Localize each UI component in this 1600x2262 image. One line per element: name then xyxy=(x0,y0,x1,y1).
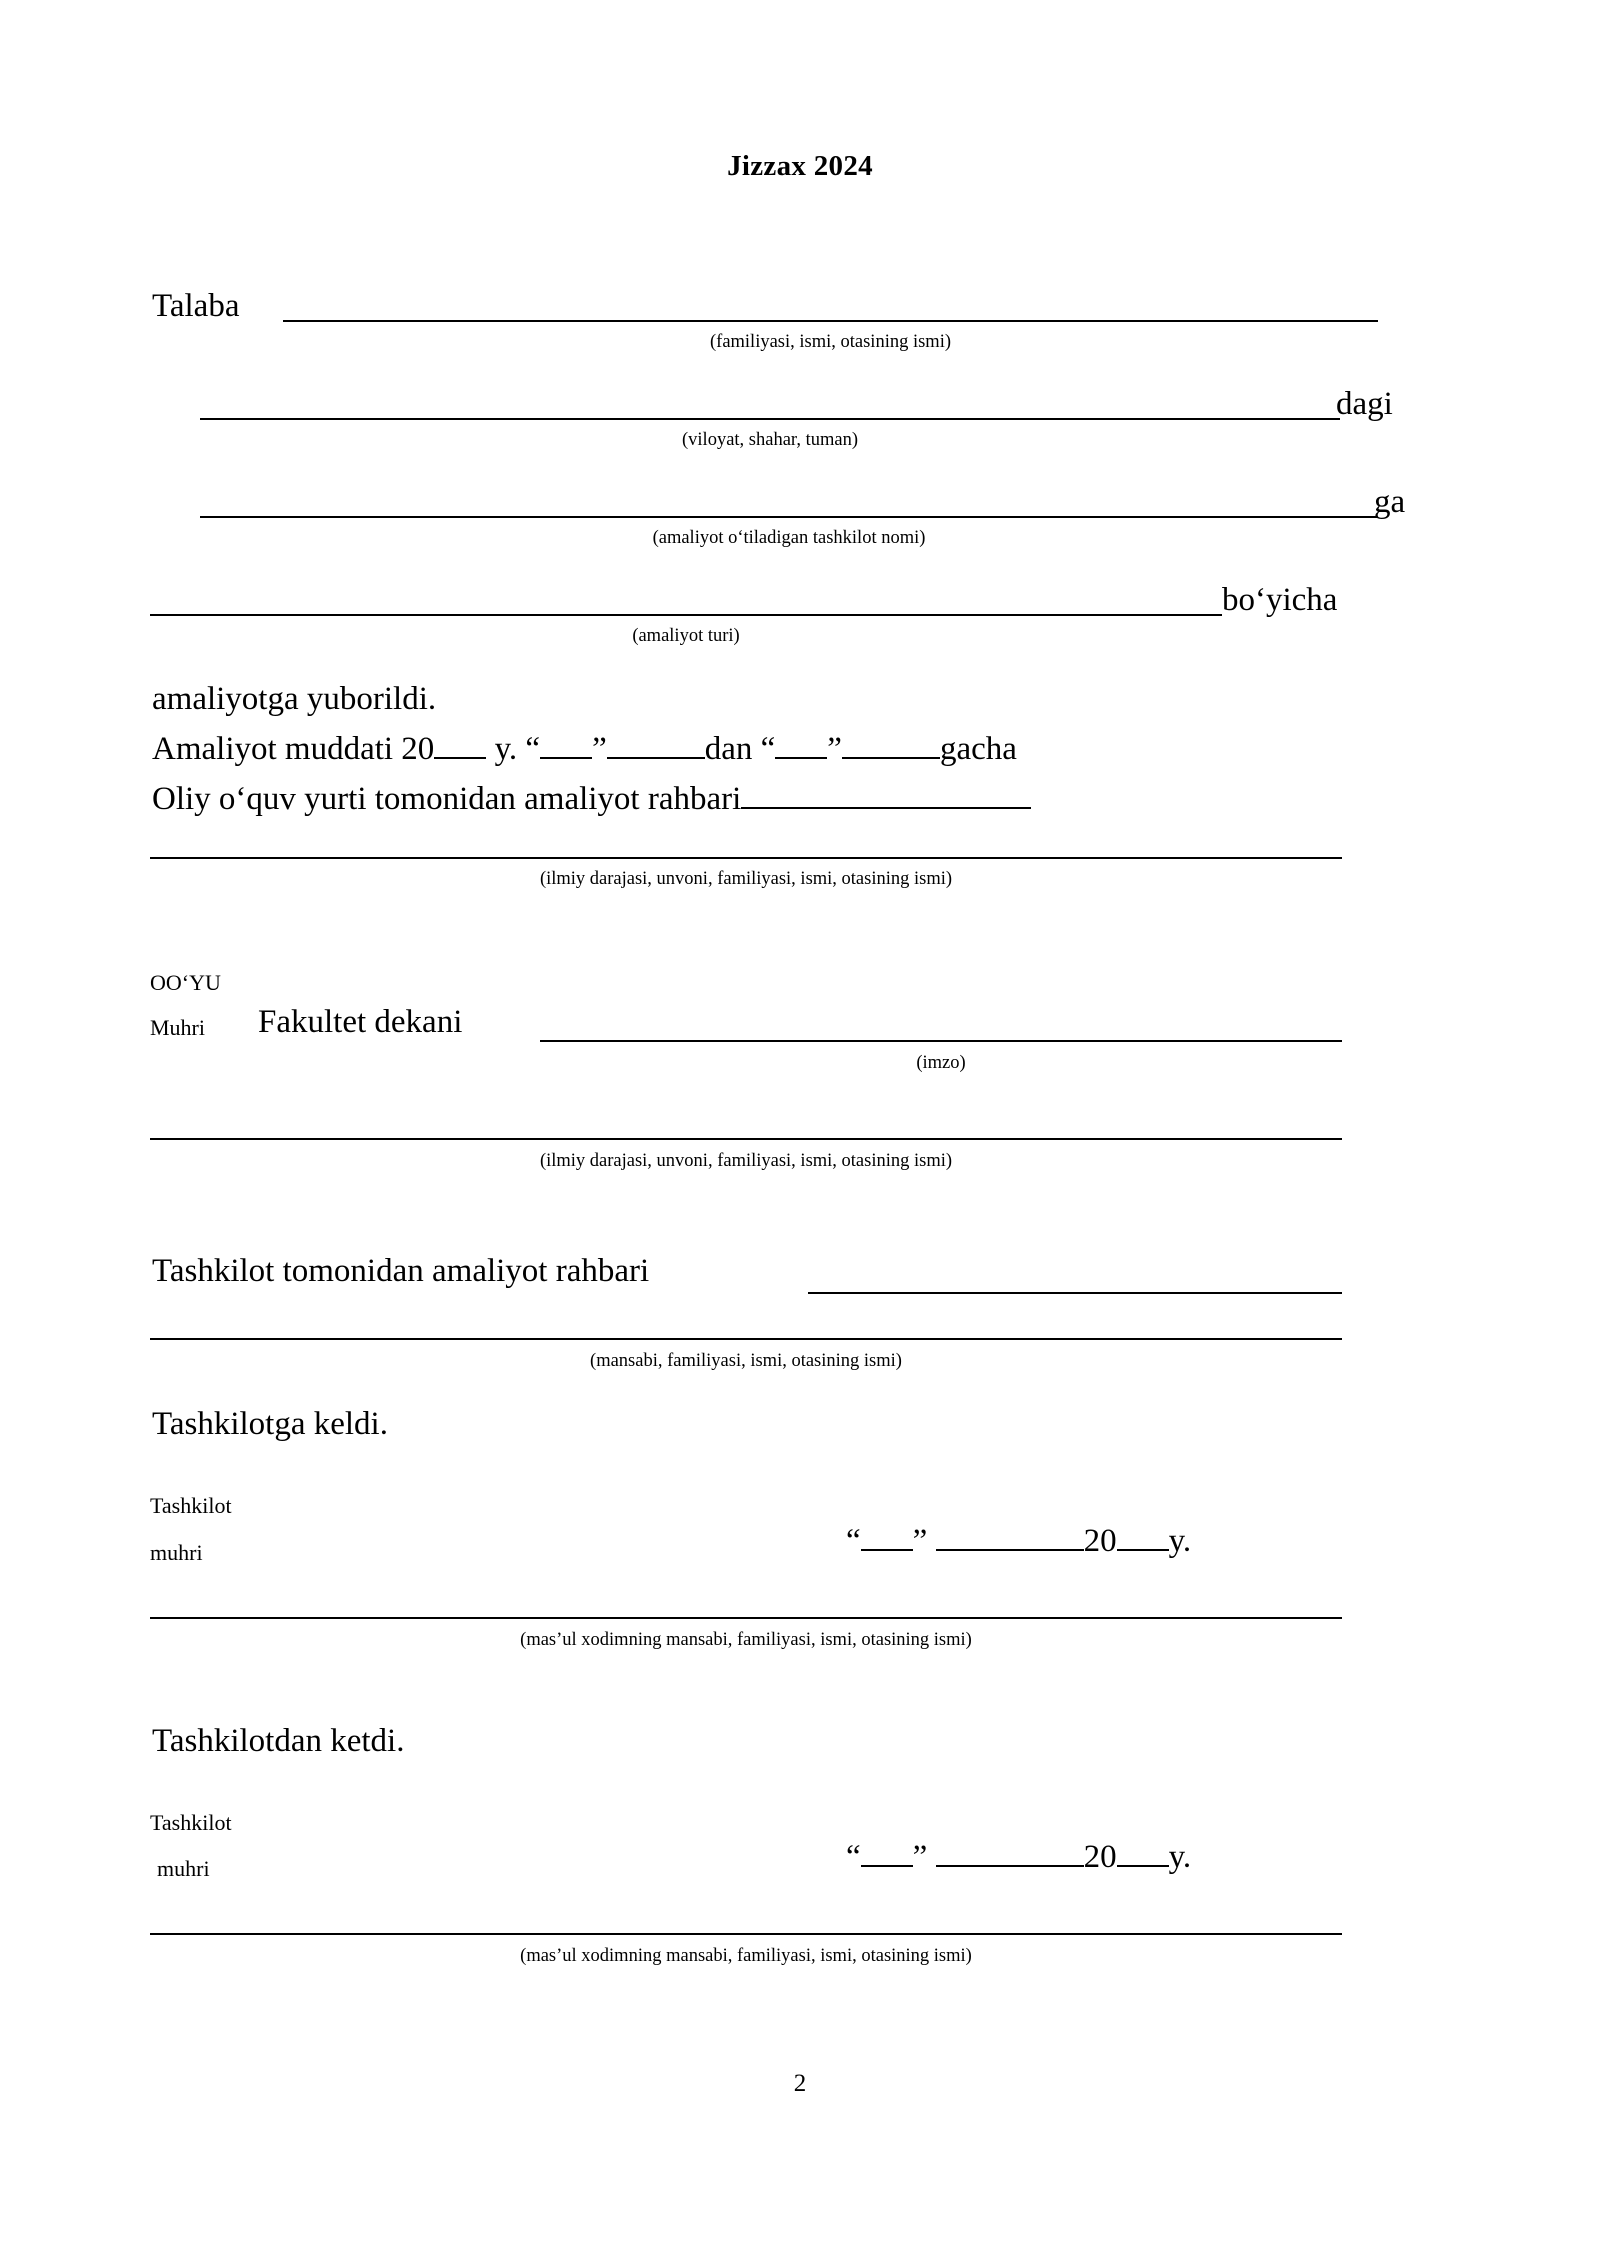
arrival-quote-open: “ xyxy=(846,1523,861,1559)
organization-fill-line[interactable] xyxy=(200,516,1378,518)
student-label: Talaba xyxy=(152,288,240,324)
practice-type-fill-line[interactable] xyxy=(150,614,1222,616)
departure-quote-close: ” xyxy=(912,1839,928,1875)
arrival-seal-line1: Tashkilot xyxy=(150,1493,232,1518)
org-supervisor-fill-line[interactable] xyxy=(808,1292,1342,1294)
practice-type-suffix: bo‘yicha xyxy=(1222,582,1338,618)
duration-from-quote-close: ” xyxy=(592,731,607,767)
arrival-date-line xyxy=(846,1525,1191,1558)
org-supervisor-caption: (mansabi, familiyasi, ismi, otasining ismi) xyxy=(590,1351,902,1371)
duration-year-blank[interactable] xyxy=(434,757,486,759)
student-fill-line[interactable] xyxy=(283,320,1378,322)
practice-duration-line xyxy=(152,733,1017,766)
arrival-year-prefix: 20 xyxy=(1083,1523,1117,1559)
duration-prefix: Amaliyot muddati 20 xyxy=(152,731,435,767)
dean-signature-caption: (imzo) xyxy=(916,1053,966,1073)
practice-type-caption: (amaliyot turi) xyxy=(632,626,740,646)
departure-heading: Tashkilotdan ketdi. xyxy=(152,1723,405,1759)
departure-day-blank[interactable] xyxy=(861,1865,913,1867)
page-number: 2 xyxy=(793,2070,807,2097)
organization-caption: (amaliyot o‘tiladigan tashkilot nomi) xyxy=(652,528,926,548)
student-caption: (familiyasi, ismi, otasining ismi) xyxy=(710,332,951,352)
duration-from-month-blank[interactable] xyxy=(607,757,705,759)
departure-year-prefix: 20 xyxy=(1083,1839,1117,1875)
dean-signature-line[interactable] xyxy=(540,1040,1342,1042)
arrival-day-blank[interactable] xyxy=(861,1549,913,1551)
departure-date-line xyxy=(846,1841,1191,1874)
university-supervisor-caption: (ilmiy darajasi, unvoni, familiyasi, ismi, otasining ismi) xyxy=(539,869,953,889)
dean-name-caption: (ilmiy darajasi, unvoni, familiyasi, ismi, otasining ismi) xyxy=(539,1151,953,1171)
university-supervisor-label: Oliy o‘quv yurti tomonidan amaliyot rahbari xyxy=(152,781,742,817)
duration-until-month-blank[interactable] xyxy=(842,757,940,759)
departure-caption: (mas’ul xodimning mansabi, familiyasi, ismi, otasining ismi) xyxy=(520,1946,972,1966)
page-title: Jizzax 2024 xyxy=(727,150,873,182)
arrival-heading: Tashkilotga keldi. xyxy=(152,1406,388,1442)
org-supervisor-name-line[interactable] xyxy=(150,1338,1342,1340)
sent-to-practice-text: amaliyotga yuborildi. xyxy=(152,681,437,717)
duration-year-mark: y. xyxy=(494,731,518,767)
departure-seal-line1: Tashkilot xyxy=(150,1810,232,1835)
university-seal-line2: Muhri xyxy=(150,1015,205,1040)
departure-year-suffix: y. xyxy=(1168,1839,1192,1875)
university-supervisor-blank[interactable] xyxy=(741,807,1031,809)
departure-quote-open: “ xyxy=(846,1839,861,1875)
arrival-seal-line2: muhri xyxy=(150,1540,203,1565)
arrival-month-blank[interactable] xyxy=(936,1549,1084,1551)
departure-officer-line[interactable] xyxy=(150,1933,1342,1935)
university-supervisor-line xyxy=(152,783,1031,816)
departure-month-blank[interactable] xyxy=(936,1865,1084,1867)
arrival-officer-line[interactable] xyxy=(150,1617,1342,1619)
region-fill-line[interactable] xyxy=(200,418,1340,420)
organization-suffix: ga xyxy=(1374,484,1406,520)
arrival-year-blank[interactable] xyxy=(1117,1549,1169,1551)
region-caption: (viloyat, shahar, tuman) xyxy=(682,430,858,450)
duration-until-day-blank[interactable] xyxy=(775,757,827,759)
dean-name-fill-line[interactable] xyxy=(150,1138,1342,1140)
duration-until-word: gacha xyxy=(939,731,1017,767)
arrival-year-suffix: y. xyxy=(1168,1523,1192,1559)
university-supervisor-fill-line[interactable] xyxy=(150,857,1342,859)
arrival-quote-close: ” xyxy=(912,1523,928,1559)
duration-from-quote-open: “ xyxy=(525,731,541,767)
org-supervisor-label: Tashkilot tomonidan amaliyot rahbari xyxy=(152,1253,650,1289)
duration-from-word: dan xyxy=(704,731,753,767)
departure-seal-line2: muhri xyxy=(157,1856,210,1881)
departure-year-blank[interactable] xyxy=(1117,1865,1169,1867)
arrival-caption: (mas’ul xodimning mansabi, familiyasi, ismi, otasining ismi) xyxy=(520,1630,972,1650)
duration-until-quote-open: “ xyxy=(760,731,776,767)
duration-until-quote-close: ” xyxy=(827,731,842,767)
dean-label: Fakultet dekani xyxy=(258,1004,463,1040)
region-suffix: dagi xyxy=(1336,386,1393,422)
duration-from-day-blank[interactable] xyxy=(540,757,592,759)
university-seal-line1: OO‘YU xyxy=(150,970,221,995)
